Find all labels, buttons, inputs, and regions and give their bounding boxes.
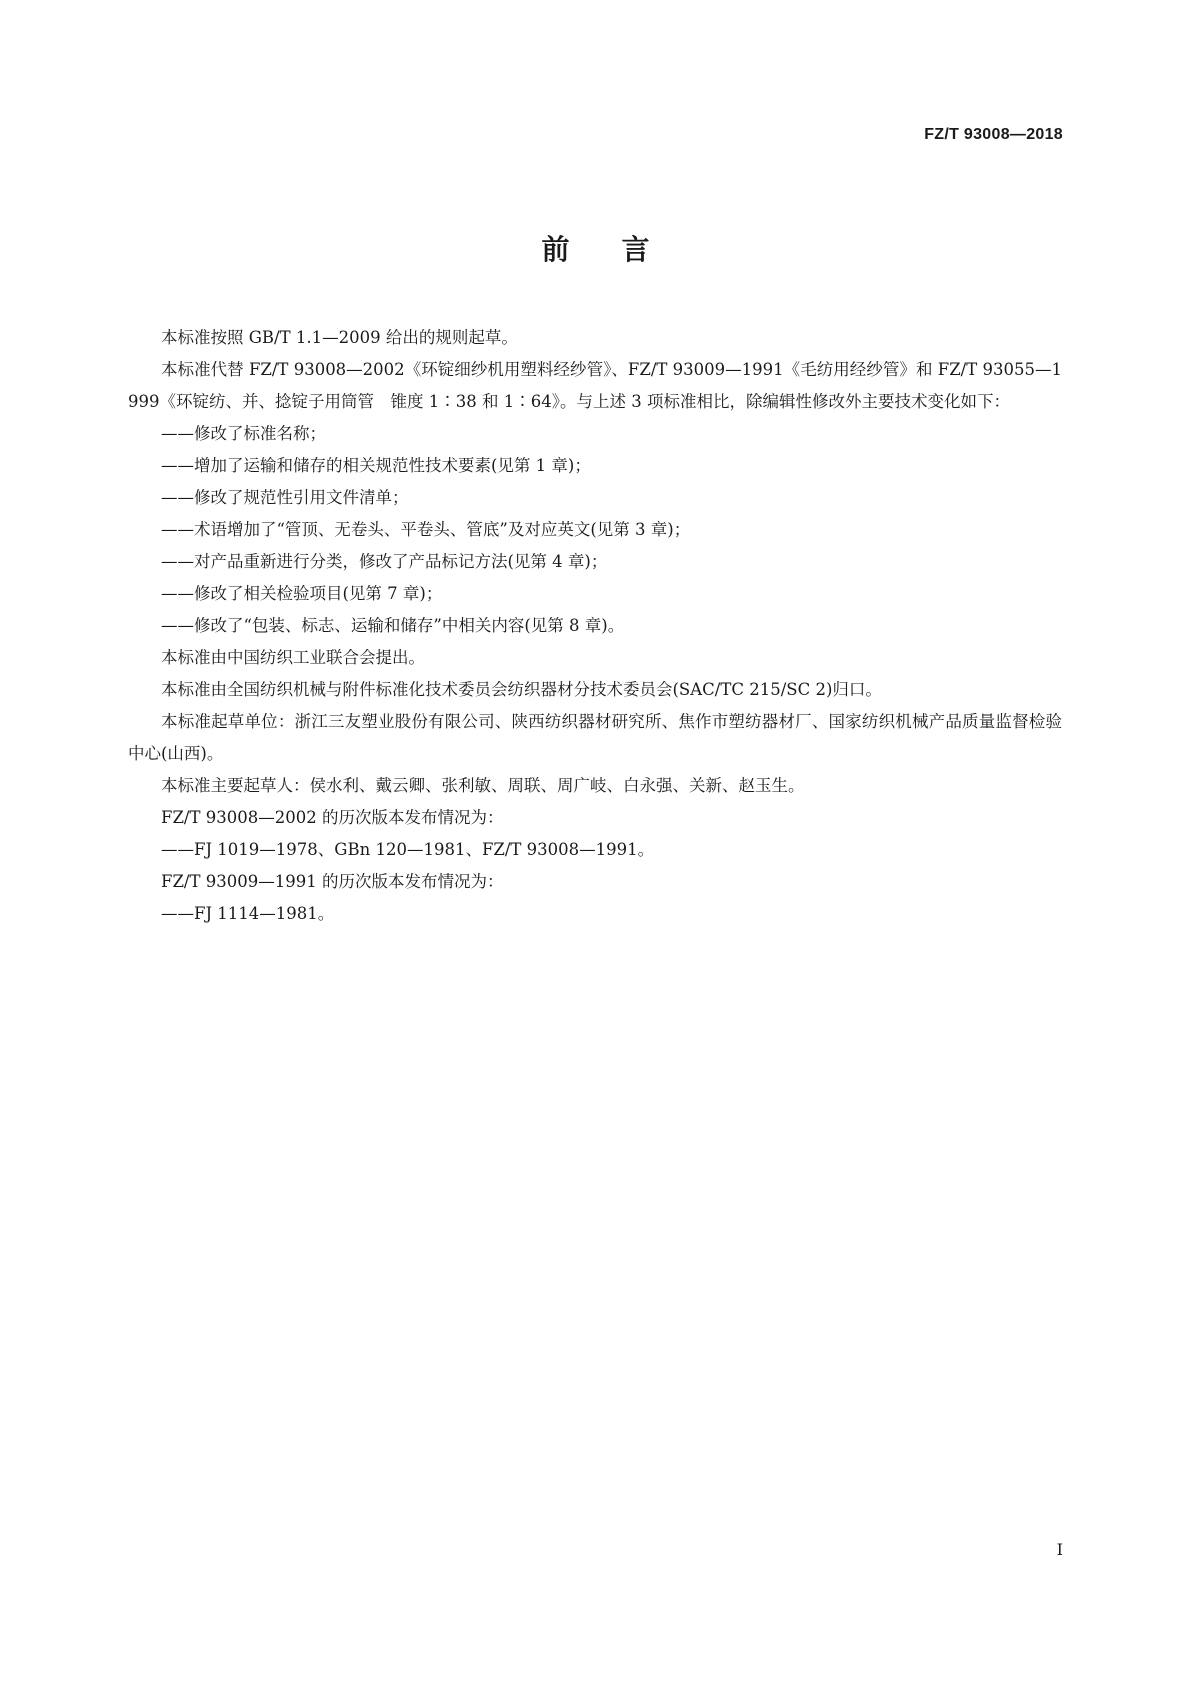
foreword-body (128, 322, 1062, 930)
list-item: ——对产品重新进行分类，修改了产品标记方法(见第 4 章)； (161, 552, 608, 571)
list-item: ——FJ 1019—1978、GBn 120—1981、FZ/T 93008—1991。 (161, 840, 655, 859)
paragraph: FZ/T 93009—1991 的历次版本发布情况为： (161, 872, 504, 891)
page-number: I (1056, 1540, 1063, 1559)
paragraph: 本标准主要起草人：侯水利、戴云卿、张利敏、周联、周广岐、白永强、关新、赵玉生。 (161, 776, 805, 795)
paragraph: 本标准由全国纺织机械与附件标准化技术委员会纺织器材分技术委员会(SAC/TC 215/SC 2)归口。 (161, 680, 882, 699)
list-item: ——修改了规范性引用文件清单； (161, 488, 409, 507)
list-item: ——修改了相关检验项目(见第 7 章)； (161, 584, 443, 603)
paragraph: 本标准代替 FZ/T 93008—2002《环锭细纱机用塑料经纱管》、FZ/T 93009—1991《毛纺用经纱管》和 FZ/T 93055—1999《环锭纺、并、捻锭子用筒管 锥度 1∶38 和 1∶64》。与上述 3 项标准相比，除编辑性修改外主要技术变化如下： (128, 360, 1062, 411)
paragraph: 本标准按照 GB/T 1.1—2009 给出的规则起草。 (161, 328, 518, 347)
list-item: ——修改了“包装、标志、运输和储存”中相关内容(见第 8 章)。 (161, 616, 625, 635)
list-item: ——修改了标准名称； (161, 424, 326, 443)
list-item: ——增加了运输和储存的相关规范性技术要素(见第 1 章)； (161, 456, 591, 475)
page-title: 前言 (541, 233, 702, 266)
list-item: ——术语增加了“管顶、无卷头、平卷头、管底”及对应英文(见第 3 章)； (161, 520, 691, 539)
paragraph: 本标准起草单位：浙江三友塑业股份有限公司、陕西纺织器材研究所、焦作市塑纺器材厂、国家纺织机械产品质量监督检验中心(山西)。 (128, 712, 1062, 763)
paragraph: FZ/T 93008—2002 的历次版本发布情况为： (161, 808, 504, 827)
list-item: ——FJ 1114—1981。 (161, 904, 335, 923)
paragraph: 本标准由中国纺织工业联合会提出。 (161, 648, 425, 667)
standard-code: FZ/T 93008—2018 (924, 126, 1063, 143)
